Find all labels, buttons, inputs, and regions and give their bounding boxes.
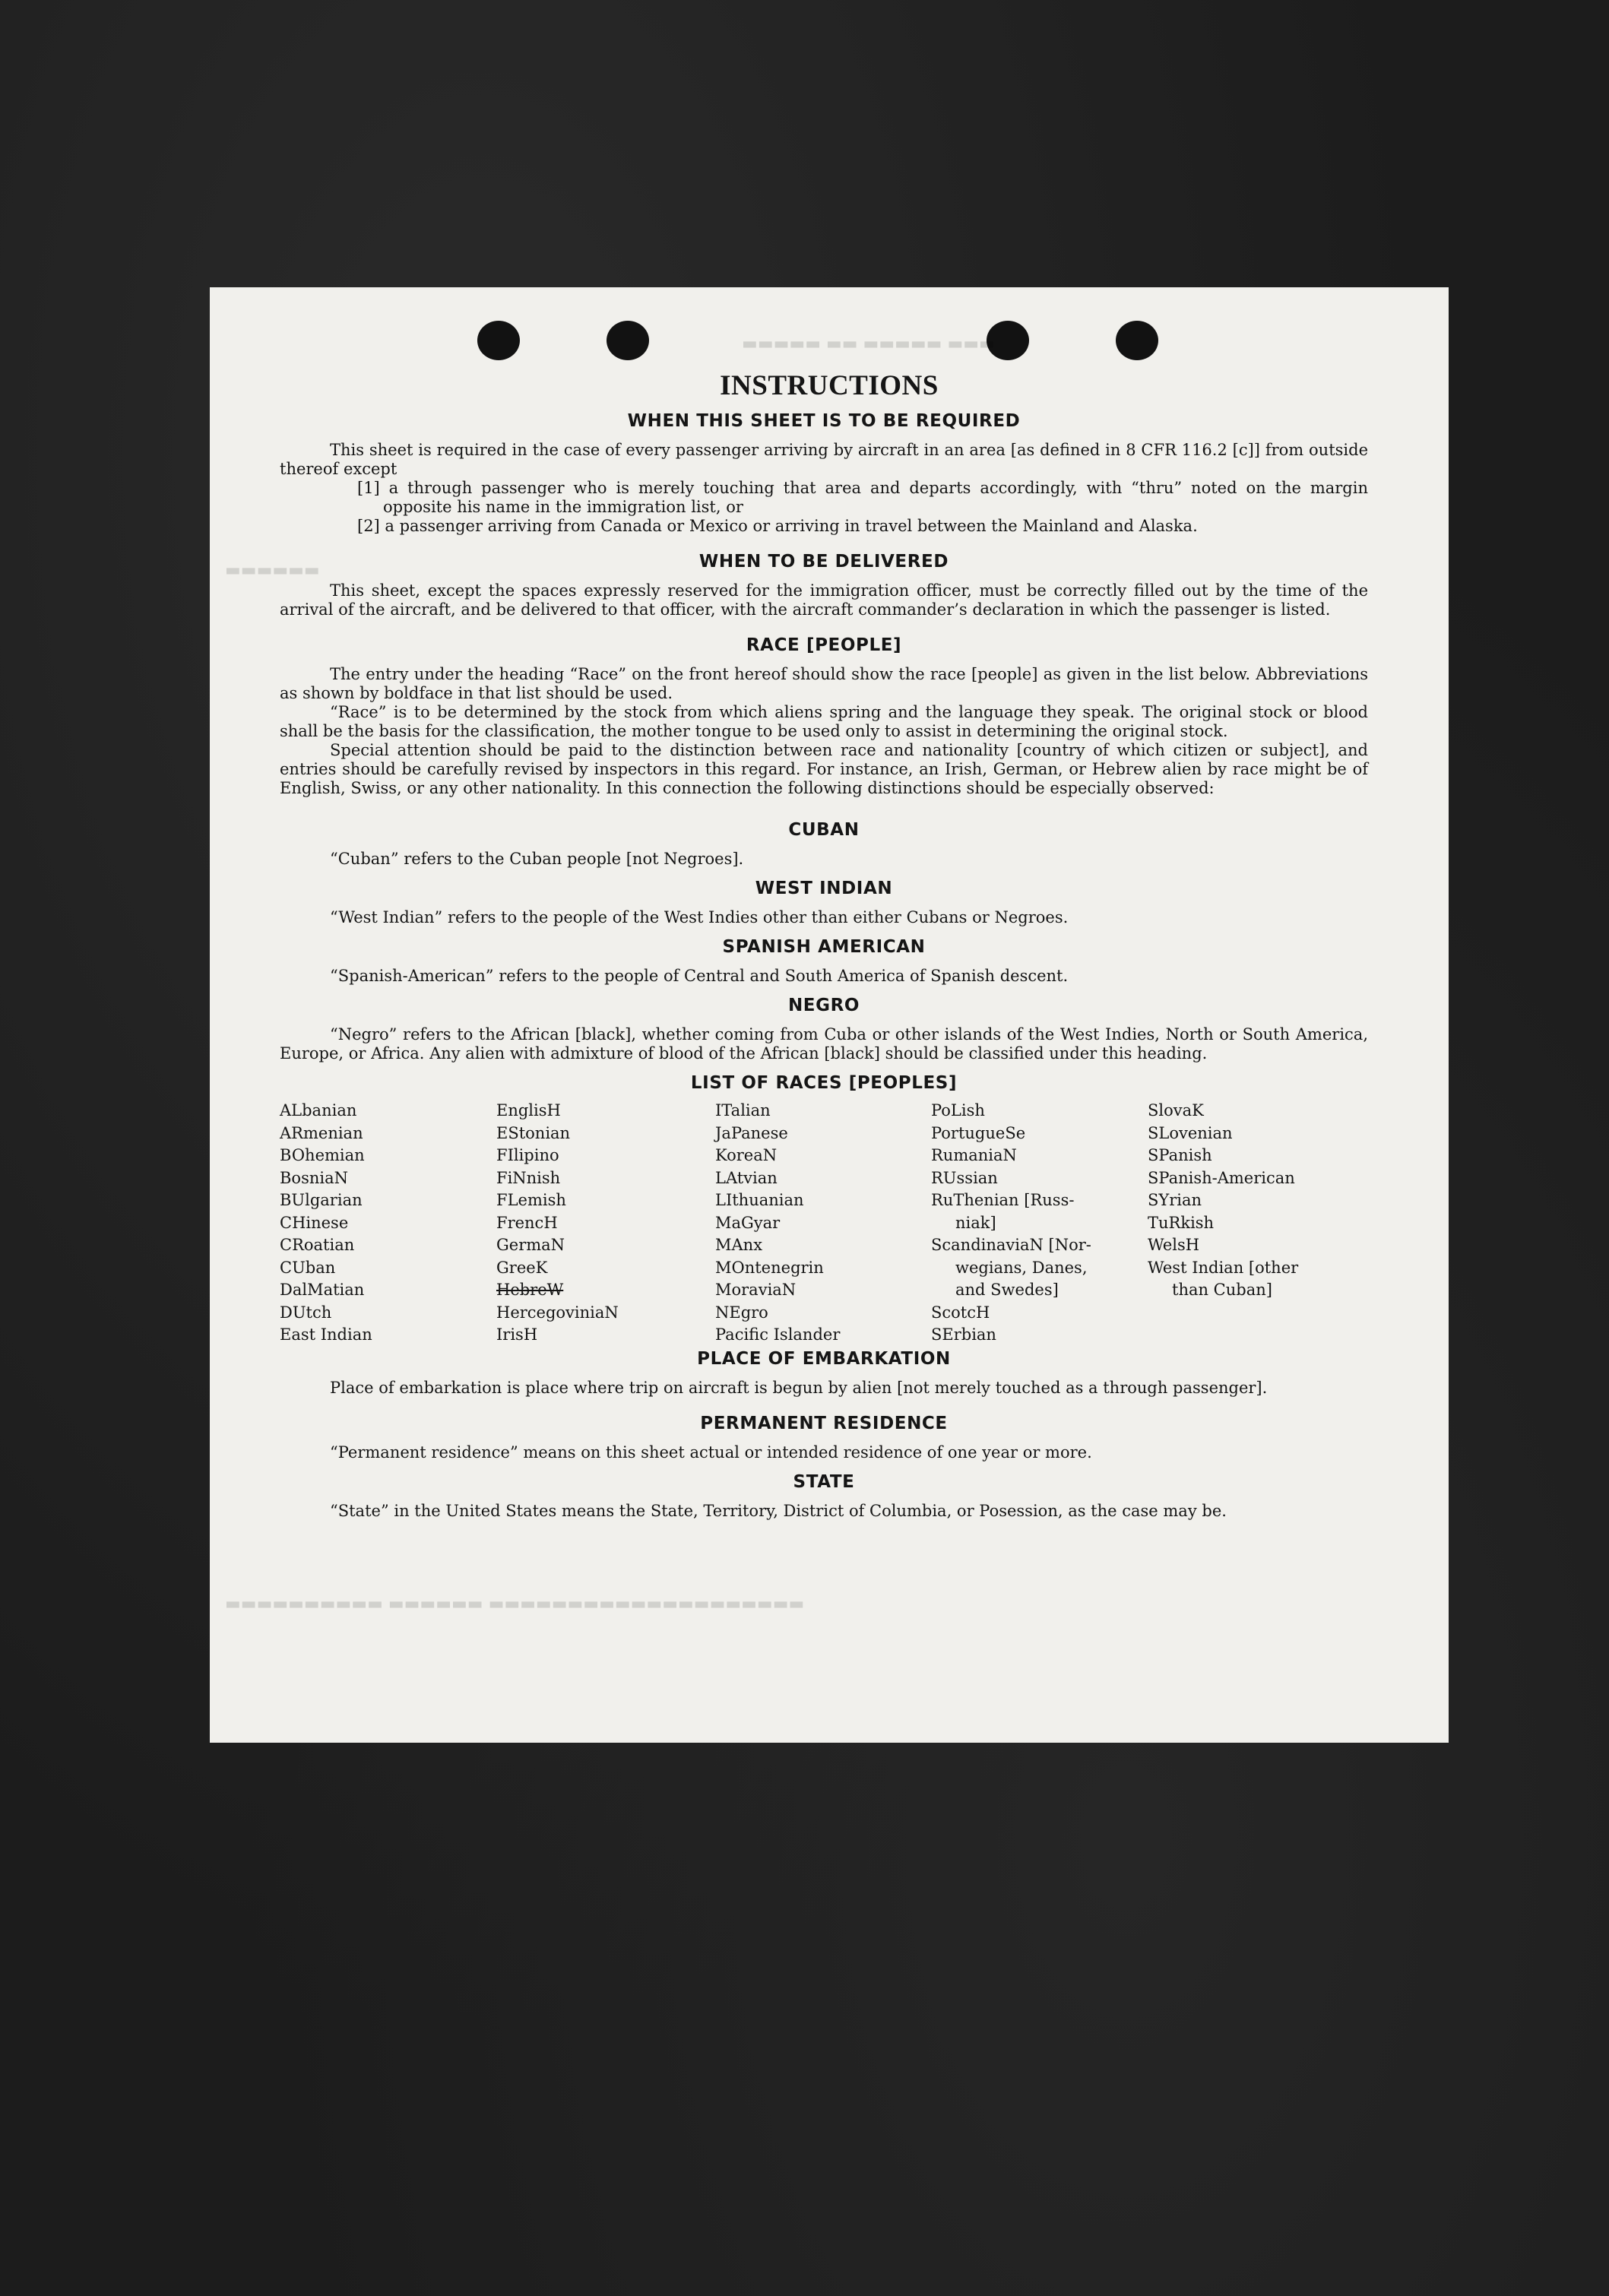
race-paragraph-1: The entry under the heading “Race” on the front hereof should show the race [people] as given in the list below. Abbreviations as shown by boldface in that list should be used. [280,665,1368,702]
race-entry: SYrian [1148,1191,1202,1209]
heading-cuban: CUBAN [788,820,860,840]
race-entry: MAnx [715,1236,763,1254]
race-entry: HercegoviniaN [496,1303,619,1322]
bleed-through-marks: ▬▬▬ ▬▬▬▬▬ ▬▬ ▬▬▬▬▬ [742,334,995,353]
permanent-residence-text: “Permanent residence” means on this sheet actual or intended residence of one year or more. [330,1443,1092,1462]
race-column-3 [715,1100,931,1347]
heading-spanish-american: SPANISH AMERICAN [722,937,926,957]
race-entry: ITalian [715,1101,771,1119]
embarkation-text: Place of embarkation is place where trip on aircraft is begun by alien [not merely touched as a through passenger]. [330,1378,1268,1397]
heading-when-delivered: WHEN TO BE DELIVERED [698,552,949,572]
when-required-item-2: [2] a passenger arriving from Canada or Mexico or arriving in travel between the Mainland and Alaska. [357,517,1198,535]
race-entry-continued: niak] [955,1213,996,1232]
race-entry: TuRkish [1148,1213,1215,1232]
punch-hole [607,321,649,360]
race-entry: PortugueSe [931,1123,1026,1142]
page-title: INSTRUCTIONS [720,370,939,401]
race-entry: EnglisH [496,1101,561,1119]
cuban-text: “Cuban” refers to the Cuban people [not Negroes]. [330,850,744,868]
race-entry: BosniaN [280,1168,348,1187]
heading-permanent-residence: PERMANENT RESIDENCE [700,1413,948,1433]
race-entry: PoLish [931,1101,985,1119]
race-entry: BUlgarian [280,1191,363,1209]
heading-embarkation: PLACE OF EMBARKATION [697,1348,951,1369]
race-entry: RumaniaN [931,1146,1017,1164]
race-entry: Pacific Islander [715,1325,841,1344]
negro-text: “Negro” refers to the African [black], whether coming from Cuba or other islands of the West Indies, North or South America, Europe, or Africa. Any alien with admixture of blood of the African [black] should be classified under this heading. [280,1025,1368,1062]
heading-west-indian: WEST INDIAN [755,879,893,898]
race-entry: IrisH [496,1325,538,1344]
heading-race: RACE [PEOPLE] [746,635,902,655]
race-entry: SErbian [931,1325,996,1344]
race-entry: East Indian [280,1325,372,1344]
race-entry: ARmenian [280,1123,363,1142]
race-entry: EStonian [496,1123,571,1142]
race-entry: FLemish [496,1191,566,1209]
race-entry: SlovaK [1148,1101,1204,1119]
race-entry: ScotcH [931,1303,990,1322]
race-entry: NEgro [715,1303,768,1322]
race-entry-continued: than Cuban] [1172,1281,1272,1299]
race-entry: RuThenian [Russ- [931,1191,1075,1209]
race-entry: CUban [280,1258,336,1277]
race-entry: KoreaN [715,1146,778,1164]
race-entry: FIlipino [496,1146,559,1164]
state-text: “State” in the United States means the State, Territory, District of Columbia, or Posession, as the case may be. [330,1501,1227,1520]
race-entry: RUssian [931,1168,998,1187]
race-entry-continued: wegians, Danes, [955,1258,1088,1277]
heading-when-required: WHEN THIS SHEET IS TO BE REQUIRED [627,411,1021,431]
race-entry: MoraviaN [715,1281,797,1299]
when-required-item-1: [1] a through passenger who is merely touching that area and departs accordingly, with “thru” noted on the margin opposite his name in the immigration list, or [357,479,1368,516]
instruction-sheet [210,287,1449,1743]
race-entry-continued: and Swedes] [955,1281,1059,1299]
race-entry: FrencH [496,1213,558,1232]
bleed-through-marks: ▬▬▬▬▬▬ [225,561,320,580]
punch-hole [1116,321,1158,360]
race-entry-struck: HebreW [496,1281,564,1299]
race-entry: LIthuanian [715,1191,804,1209]
race-column-1 [280,1100,496,1347]
when-required-intro: This sheet is required in the case of every passenger arriving by aircraft in an area [as defined in 8 CFR 116.2 [c]] from outside thereof except [280,441,1368,478]
race-entry: GermaN [496,1236,565,1254]
race-paragraph-3: Special attention should be paid to the distinction between race and nationality [country of which citizen or subject], and entries should be carefully revised by inspectors in this regard. For instance, an Irish, German, or Hebrew alien by race might be of English, Swiss, or any other nationality. In this connection the following distinctions should be especially observed: [280,741,1368,797]
race-entry: MaGyar [715,1213,781,1232]
race-paragraph-2: “Race” is to be determined by the stock from which aliens spring and the language they speak. The original stock or blood shall be the basis for the classification, the mother tongue to be used only to assist in determining the original stock. [280,703,1368,740]
punch-hole [477,321,520,360]
race-entry: BOhemian [280,1146,365,1164]
race-entry: West Indian [other [1148,1258,1299,1277]
when-delivered-text: This sheet, except the spaces expressly reserved for the immigration officer, must be correctly filled out by the time of the arrival of the aircraft, and be delivered to that officer, with the aircraft commander’s declaration in which the passenger is listed. [280,581,1368,619]
race-entry: DUtch [280,1303,332,1322]
race-entry: MOntenegrin [715,1258,824,1277]
race-list [280,1100,1368,1347]
race-entry: CHinese [280,1213,349,1232]
race-entry: DalMatian [280,1281,365,1299]
race-entry: SPanish-American [1148,1168,1295,1187]
race-column-5 [1148,1100,1368,1347]
race-column-4 [931,1100,1148,1347]
race-entry: CRoatian [280,1236,355,1254]
heading-negro: NEGRO [787,996,860,1015]
heading-state: STATE [793,1471,855,1492]
race-entry: ScandinaviaN [Nor- [931,1236,1091,1254]
race-entry: SPanish [1148,1146,1212,1164]
spanish-american-text: “Spanish-American” refers to the people of Central and South America of Spanish descent. [330,967,1069,985]
race-entry: WelsH [1148,1236,1200,1254]
race-entry: JaPanese [715,1123,788,1142]
race-entry: LAtvian [715,1168,778,1187]
race-entry: FiNnish [496,1168,561,1187]
west-indian-text: “West Indian” refers to the people of the West Indies other than either Cubans or Negroes. [330,908,1069,926]
race-column-2 [496,1100,715,1347]
race-entry: SLovenian [1148,1123,1233,1142]
bleed-through-marks: ▬▬▬▬▬▬▬▬▬▬ ▬▬▬▬▬▬ ▬▬▬▬▬▬▬▬▬▬▬▬▬▬▬▬▬▬▬▬ [225,1595,805,1614]
race-entry: GreeK [496,1258,548,1277]
race-entry: ALbanian [280,1101,357,1119]
heading-list-of-races: LIST OF RACES [PEOPLES] [690,1073,958,1093]
instructions-body [280,409,1368,1521]
